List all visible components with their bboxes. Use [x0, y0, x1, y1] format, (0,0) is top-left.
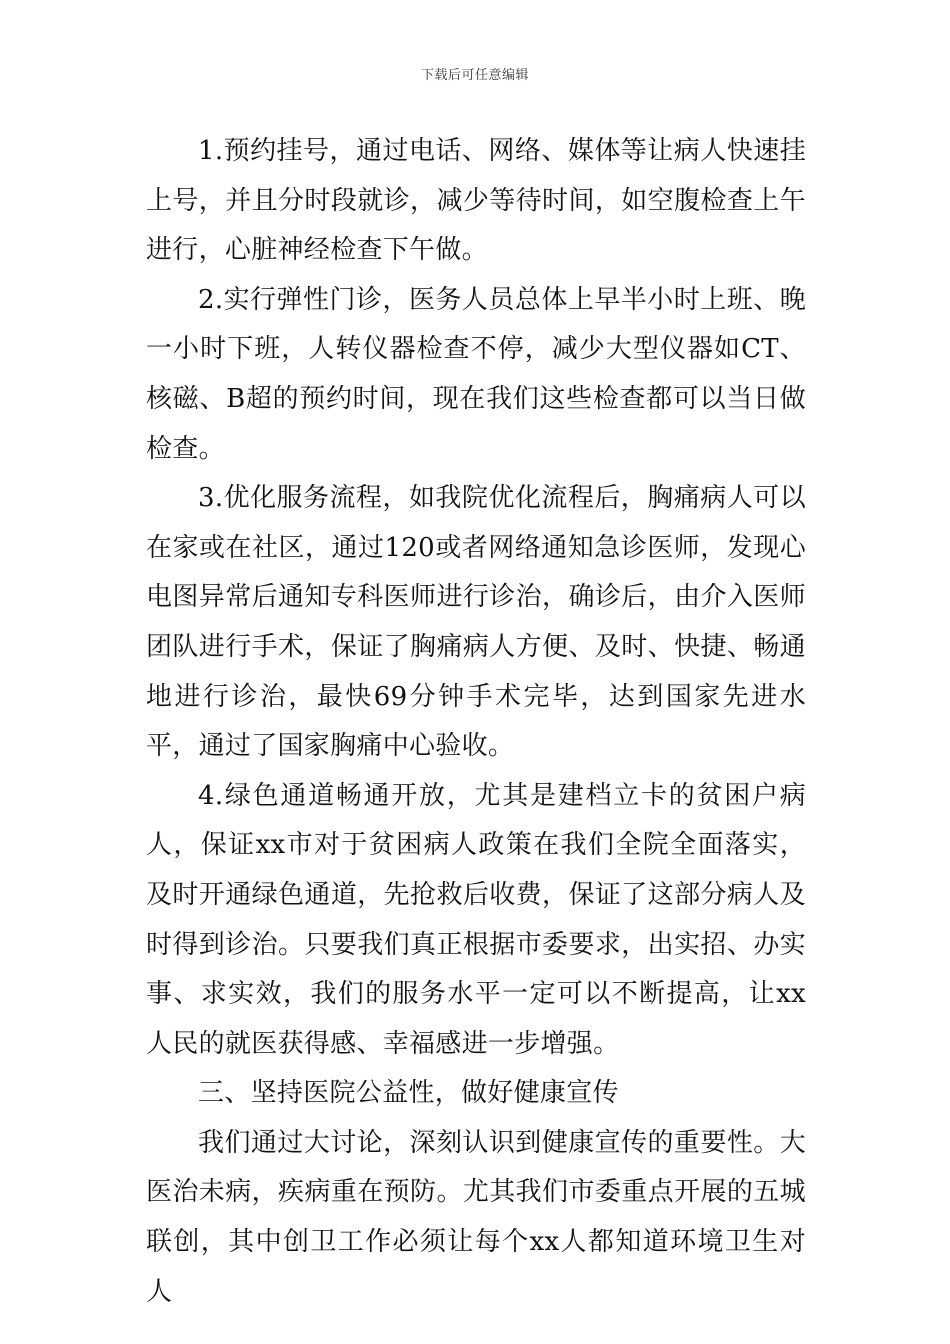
page-header: 下载后可任意编辑 [420, 68, 529, 83]
paragraph-flexible-clinic: 2.实行弹性门诊，医务人员总体上早半小时上班、晚一小时下班，人转仪器检查不停，减少大型仪器如CT、核磁、B超的预约时间，现在我们这些检查都可以当日做检查。 [146, 284, 806, 464]
paragraph-green-channel: 4.绿色通道畅通开放，尤其是建档立卡的贫困户病人，保证xx市对于贫困病人政策在我们全院全面落实，及时开通绿色通道，先抢救后收费，保证了这部分病人及时得到诊治。只要我们真正根据市委要求，出实招、办实事、求实效，我们的服务水平一定可以不断提高，让xx人民的就医获得感、幸福感进一步增强。 [146, 780, 806, 1059]
paragraph-health-promotion: 我们通过大讨论，深刻认识到健康宣传的重要性。大医治未病，疾病重在预防。尤其我们市委重点开展的五城联创，其中创卫工作必须让每个xx人都知道环境卫生对人 [146, 1127, 806, 1307]
section-heading: 三、坚持医院公益性，做好健康宣传 [198, 1078, 619, 1109]
paragraph-service-flow: 3.优化服务流程，如我院优化流程后，胸痛病人可以在家或在社区，通过120或者网络通知急诊医师，发现心电图异常后通知专科医师进行诊治，确诊后，由介入医师团队进行手术，保证了胸痛病人方便、及时、快捷、畅通地进行诊治，最快69分钟手术完毕，达到国家先进水平，通过了国家胸痛中心验收。 [146, 483, 806, 762]
paragraph-appointment: 1.预约挂号，通过电话、网络、媒体等让病人快速挂上号，并且分时段就诊，减少等待时间，如空腹检查上午进行，心脏神经检查下午做。 [146, 136, 806, 266]
document-body [146, 127, 806, 1317]
